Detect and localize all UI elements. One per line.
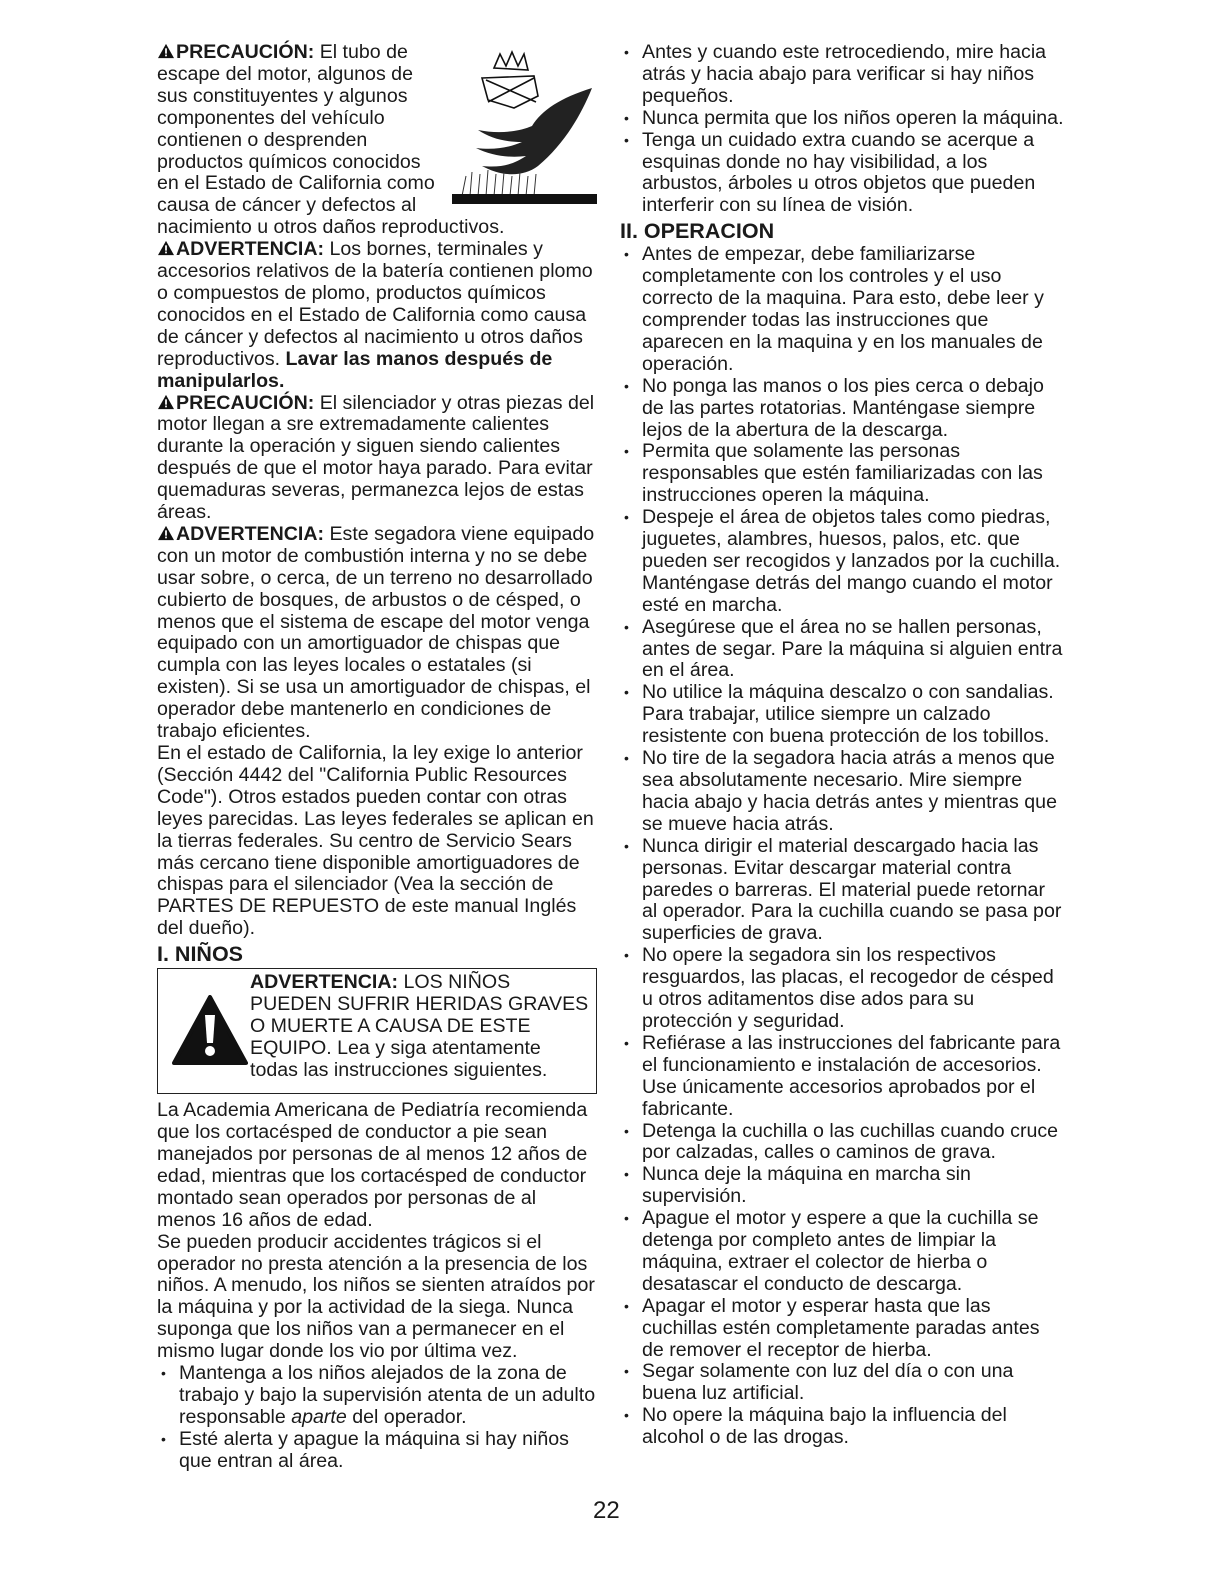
bullet-italic-text: aparte [291,1405,347,1428]
warning-triangle-icon [157,43,175,59]
advertencia-paragraph-1 [157,239,597,392]
box-text: Lea y siga atentamente todas las instrucciones siguientes. [250,1037,548,1082]
section-title-ninos: I. NIÑOS [157,942,244,967]
list-item: • Antes y cuando este retrocediendo, mire hacia atrás y hacia abajo para verificar si hay niños pequeños. [620,42,1065,108]
advertencia-label: ADVERTENCIA: [176,522,325,545]
box-advertencia-label: ADVERTENCIA: [250,971,399,994]
list-item: • Apague el motor y espere a que la cuchilla se detenga por completo antes de limpiar la máquina, extraer el colector de hierba o desatascar el conducto de descarga. [620,1208,1065,1296]
warning-triangle-icon [157,240,175,256]
list-item: • Antes de empezar, debe familiarizarse completamente con los controles y el uso correcto de la maquina. Para esto, debe leer y comprender todas las instrucciones que aparecen en la maquina y en los manuales de operación. [620,244,1065,375]
bullet-text: Mantenga a los niños alejados de la zona de trabajo y bajo la supervisión atenta de un adulto responsable [179,1362,596,1428]
advertencia-text: Este segadora viene equipado con un motor de combustión interna y no se debe usar sobre, o cerca, de un terreno no desarrollado cubierto de bosques, de arbustos o de césped, o menos que el sistema de escape del motor venga equipado con un amortiguador de chispas que cumpla con las leyes locales o estatales (si existen). Si se usa un amortiguador de chispas, el operador debe mantenerlo en condiciones de trabajo eficientes. [157,522,595,743]
california-paragraph: En el estado de California, la ley exige lo anterior (Sección 4442 del "California Public Resources Code"). Otros estados pueden contar con otras leyes parecidas. Las leyes federales se aplican en la tierras federales. Su centro de Servicio Sears más cercano tiene disponible amortiguadores de chispas para el silenciador (Vea la sección de PARTES DE REPUESTO de este manual Inglés del dueño). [157,742,594,940]
children-warning-box [157,968,597,1094]
precaucion-label: PRECAUCIÓN: [176,41,315,63]
page-number: 22 [593,1497,620,1524]
precaucion-text: El tubo de escape del motor, algunos de sus constituyentes y algunos componentes del vehículo contienen o desprenden productos químicos conocidos en el Estado de California como causa de cáncer y defectos al nacimiento u otros daños reproductivos. [157,41,505,239]
list-item: • No opere la máquina bajo la influencia del alcohol o de las drogas. [620,1405,1065,1449]
list-item: • Nunca permita que los niños operen la máquina. [620,108,1065,130]
precaucion-paragraph-2 [157,393,597,524]
list-item: • No opere la segadora sin los respectivos resguardos, las placas, el recogedor de césped u otros aditamentos dise ados para su protección y seguridad. [620,945,1065,1033]
box-caps-text: LOS NIÑOS PUEDEN SUFRIR HERIDAS GRAVES O MUERTE A CAUSA DE ESTE EQUIPO. [250,971,589,1060]
list-item [157,1363,597,1429]
advertencia-text: Los bornes, terminales y accesorios relativos de la batería contienen plomo o compuestos de plomo, productos químicos conocidos en el Estado de California como causa de cáncer y defectos al nacimiento u otros daños reproductivos. [157,238,593,370]
pediatria-paragraph: La Academia Americana de Pediatría recomienda que los cortacésped de conductor a pie sean manejados por personas de al menos 12 años de edad, mientras que los cortacésped de conductor montado sean operados por personas de al menos 16 años de edad. [157,1099,588,1231]
precaucion-label: PRECAUCIÓN: [176,391,315,414]
list-item: • Despeje el área de objetos tales como piedras, juguetes, alambres, huesos, palos, etc. que pueden ser recogidos y lanzados por la cuchilla. Manténgase detrás del mango cuando el motor esté en marcha. [620,507,1065,617]
advertencia-paragraph-2 [157,524,597,743]
bullet-text: del operador. [346,1405,467,1428]
list-item: • Nunca dirigir el material descargado hacia las personas. Evitar descargar material contra paredes o barreras. El material puede retornar al operador. Para la cuchilla cuando se pasa por superficies de grava. [620,836,1065,946]
precaucion-paragraph-1 [157,42,597,239]
list-item: • Refiérase a las instrucciones del fabricante para el funcionamiento e instalación de accesorios. Use únicamente accesorios aprobados por el fabricante. [620,1033,1065,1121]
warning-triangle-icon [157,525,175,541]
list-item: • No tire de la segadora hacia atrás a menos que sea absolutamente necesario. Mire siempre hacia abajo y hacia detrás antes y mientras que se mueve hacia atrás. [620,748,1065,836]
operation-bullet-list [620,244,1065,1449]
section-title-operacion: II. OPERACION [620,219,775,244]
warning-triangle-icon [157,394,175,410]
children-bullet-list-continued [620,42,1065,217]
list-item: • Nunca deje la máquina en marcha sin supervisión. [620,1164,1065,1208]
list-item: • Asegúrese que el área no se hallen personas, antes de segar. Pare la máquina si alguien entra en el área. [620,617,1065,683]
list-item: • No utilice la máquina descalzo o con sandalias. Para trabajar, utilice siempre un calzado resistente con buena protección de los tobillos. [620,682,1065,748]
list-item: • Segar solamente con luz del día o con una buena luz artificial. [620,1361,1065,1405]
right-column [620,42,1065,1449]
wash-hands-text: Lavar las manos después de manipularlos. [157,347,553,392]
list-item: • Apagar el motor y esperar hasta que las cuchillas estén completamente paradas antes de remover el receptor de hierba. [620,1296,1065,1362]
children-bullet-list [157,1363,597,1473]
advertencia-label: ADVERTENCIA: [176,238,325,261]
list-item: • Esté alerta y apague la máquina si hay niños que entran al área. [157,1429,597,1473]
list-item: • Detenga la cuchilla o las cuchillas cuando cruce por calzadas, calles o caminos de grava. [620,1121,1065,1165]
warning-triangle-icon [172,995,248,1065]
left-column [157,42,597,1473]
chemical-hazard-hand-icon [442,48,597,208]
precaucion-text: El silenciador y otras piezas del motor llegan a sre extremadamente calientes durante la operación y siguen siendo calientes después de que el motor haya parado. Para evitar quemaduras severas, permanezca lejos de estas áreas. [157,391,595,524]
accidentes-paragraph: Se pueden producir accidentes trágicos si el operador no presta atención a la presencia de los niños. A menudo, los niños se sienten atraídos por la máquina y por la actividad de la siega. Nunca suponga que los niños van a permanecer en el mismo lugar donde los vio por última vez. [157,1230,595,1363]
list-item: • Tenga un cuidado extra cuando se acerque a esquinas donde no hay visibilidad, a los arbustos, árboles u otros objetos que pueden interferir con su línea de visión. [620,130,1065,218]
list-item: • Permita que solamente las personas responsables que estén familiarizadas con las instrucciones operen la máquina. [620,441,1065,507]
list-item: • No ponga las manos o los pies cerca o debajo de las partes rotatorias. Manténgase siempre lejos de la abertura de la descarga. [620,376,1065,442]
